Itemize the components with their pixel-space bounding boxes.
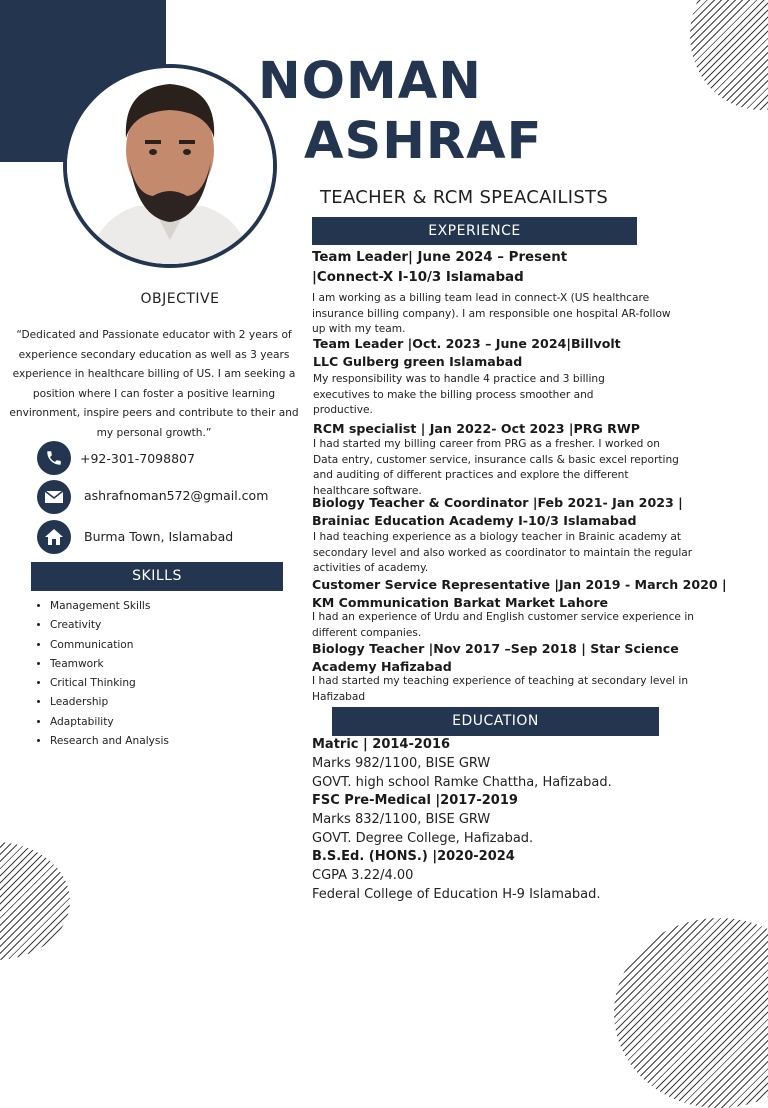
skill-item: • Creativity bbox=[50, 616, 169, 635]
experience-header: EXPERIENCE bbox=[312, 217, 637, 245]
last-name: ASHRAF bbox=[304, 112, 543, 171]
education-institution: Federal College of Education H-9 Islamabad. bbox=[312, 887, 601, 902]
phone-icon bbox=[37, 441, 71, 475]
skill-item: • Research and Analysis bbox=[50, 732, 169, 751]
education-header: EDUCATION bbox=[332, 707, 659, 736]
hatch-circle-bottom-right bbox=[614, 918, 768, 1108]
job-title: Team Leader| June 2024 – Present |Connect-X I-10/3 Islamabad bbox=[312, 250, 568, 285]
skill-item: • Management Skills bbox=[50, 597, 169, 616]
first-name: NOMAN bbox=[258, 52, 482, 111]
envelope-icon bbox=[37, 480, 71, 514]
job-description: I had started my teaching experience of teaching at secondary level in Hafizabad bbox=[312, 675, 689, 703]
job-title: Biology Teacher & Coordinator |Feb 2021- Jan 2023 | Brainiac Education Academy I-10/3 Islamabad bbox=[312, 495, 683, 528]
skill-item: • Critical Thinking bbox=[50, 674, 169, 693]
job-description: I am working as a billing team lead in connect-X (US healthcare insurance billing company). I am responsible one hospital AR-follow up with my team. bbox=[312, 292, 671, 335]
education-detail: Marks 832/1100, BISE GRW bbox=[312, 812, 491, 827]
job-description: I had started my billing career from PRG as a fresher. I worked on Data entry, customer service, insurance calls & basic excel reporting and auditing of different practices and explore the different healthcare software. bbox=[313, 438, 679, 497]
skills-header: SKILLS bbox=[31, 562, 283, 591]
education-institution: GOVT. Degree College, Hafizabad. bbox=[312, 831, 534, 846]
education-title: B.S.Ed. (HONS.) |2020-2024 bbox=[312, 849, 515, 864]
person-portrait-icon bbox=[67, 68, 273, 264]
education-institution: GOVT. high school Ramke Chattha, Hafizabad. bbox=[312, 775, 612, 790]
education-detail: Marks 982/1100, BISE GRW bbox=[312, 756, 491, 771]
skills-list bbox=[36, 597, 169, 751]
objective-title: OBJECTIVE bbox=[140, 291, 220, 307]
education-title: Matric | 2014-2016 bbox=[312, 737, 451, 752]
job-description: My responsibility was to handle 4 practice and 3 billing executives to make the billing process smoother and productive. bbox=[313, 373, 605, 416]
job-title: Customer Service Representative |Jan 2019 - March 2020 | KM Communication Barkat Market Lahore bbox=[312, 577, 727, 610]
contact-phone: +92-301-7098807 bbox=[80, 451, 195, 466]
job-title: Biology Teacher |Nov 2017 –Sep 2018 | Star Science Academy Hafizabad bbox=[312, 641, 679, 674]
hatch-circle-bottom-left bbox=[0, 842, 70, 960]
job-title: Team Leader |Oct. 2023 – June 2024|Billvolt LLC Gulberg green Islamabad bbox=[313, 336, 621, 369]
hatch-circle-top-right bbox=[690, 0, 768, 110]
education-detail: CGPA 3.22/4.00 bbox=[312, 868, 414, 883]
job-description: I had an experience of Urdu and English customer service experience in different companies. bbox=[312, 611, 694, 639]
skill-item: • Communication bbox=[50, 636, 169, 655]
skill-item: • Teamwork bbox=[50, 655, 169, 674]
education-title: FSC Pre-Medical |2017-2019 bbox=[312, 793, 518, 808]
objective-text: “Dedicated and Passionate educator with 2 years of experience secondary education as well as 3 years experience in healthcare billing of US. I am seeking a position where I can foster a positive learning environment, inspire peers and contribute to their and my personal growth.” bbox=[9, 329, 299, 439]
job-title: RCM specialist | Jan 2022- Oct 2023 |PRG RWP bbox=[313, 421, 640, 436]
contact-address: Burma Town, Islamabad bbox=[84, 529, 234, 544]
contact-email: ashrafnoman572@gmail.com bbox=[84, 488, 269, 503]
skill-item: • Adaptability bbox=[50, 713, 169, 732]
skill-item: • Leadership bbox=[50, 693, 169, 712]
home-icon bbox=[37, 520, 71, 554]
job-description: I had teaching experience as a biology teacher in Brainic academy at secondary level and also worked as coordinator to maintain the regular activities of academy. bbox=[313, 531, 693, 574]
job-subtitle: TEACHER & RCM SPEACAILISTS bbox=[320, 187, 609, 208]
profile-photo bbox=[63, 64, 277, 268]
